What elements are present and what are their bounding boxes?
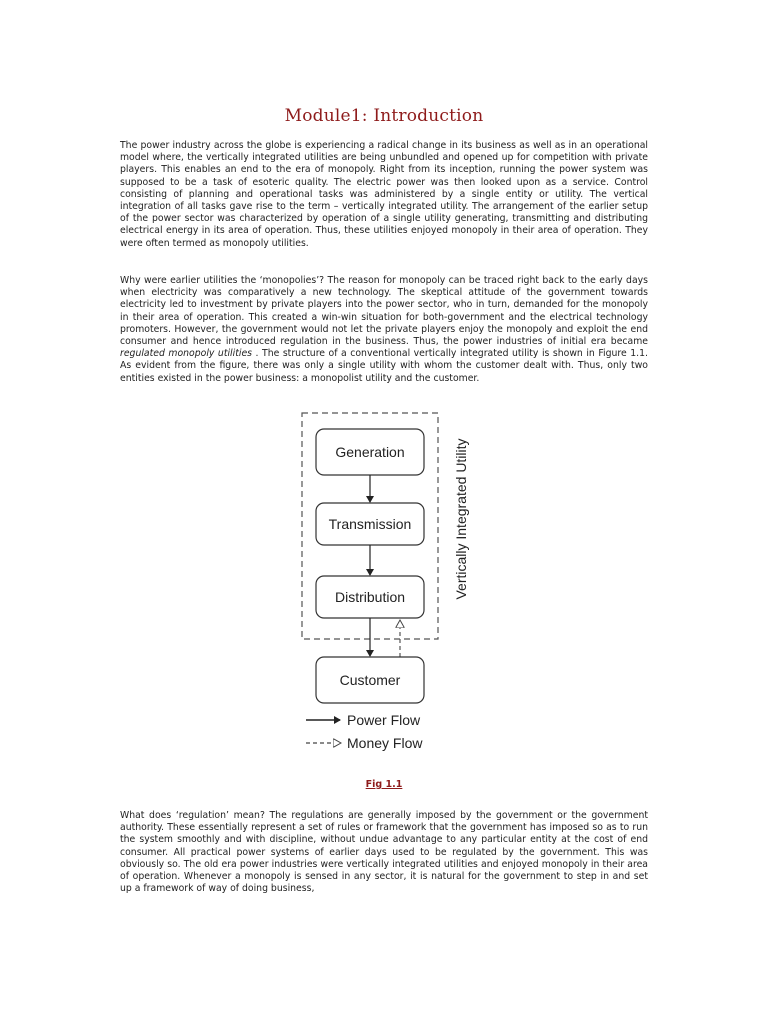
paragraph-monopolies bbox=[120, 275, 648, 385]
emphasis-regulated-monopoly: regulated monopoly utilities bbox=[120, 348, 253, 360]
paragraph-regulation: What does ‘regulation’ mean? The regulations are generally imposed by the government or the government authority. These essentially represent a set of rules or framework that the government has imposed so as to run the system smoothly and with discipline, without undue advantage to any particular entity at the cost of end consumer. All practical power systems of earlier days used to be regulated by the government. This was obviously so. The old era power industries were vertically integrated utilities and enjoyed monopoly in their area of operation. Whenever a monopoly is sensed in any sector, it is natural for the government to step in and set up a framework of way of doing business, bbox=[120, 810, 648, 895]
paragraph-monopolies-text-b: . The structure of a conventional vertically integrated utility is shown in Figure 1.1. As evident from the figure, there was only a single utility with whom the customer dealt with. Thus, only two entities existed in the power business: a monopolist utility and the customer. bbox=[120, 348, 648, 384]
transmission-label: Transmission bbox=[328, 516, 412, 532]
legend-power-flow-label: Power Flow bbox=[347, 712, 421, 728]
page-title: Module1: Introduction bbox=[284, 106, 484, 126]
customer-box bbox=[316, 657, 424, 703]
vertically-integrated-utility-label: Vertically Integrated Utility bbox=[453, 438, 469, 600]
generation-box bbox=[316, 429, 424, 475]
paragraph-intro: The power industry across the globe is experiencing a radical change in its business as well as in an operational model where, the vertically integrated utilities are being unbundled and opened up for competition with private players. This enables an end to the era of monopoly. Right from its inception, running the power system was supposed to be a task of esoteric quality. The electric power was then looked upon as a service. Control consisting of planning and operational tasks was administered by a single entity or utility. The vertical integration of all tasks gave rise to the term – vertically integrated utility. The arrangement of the earlier setup of the power sector was characterized by operation of a single utility generating, transmitting and distributing electrical energy in its area of operation. Thus, these utilities enjoyed monopoly in their area of operation. They were often termed as monopoly utilities. bbox=[120, 140, 648, 249]
generation-label: Generation bbox=[335, 444, 405, 460]
legend-money-flow-label: Money Flow bbox=[347, 735, 423, 751]
figure-caption: Fig 1.1 bbox=[365, 779, 403, 790]
distribution-label: Distribution bbox=[334, 589, 406, 605]
transmission-box bbox=[316, 503, 424, 545]
paragraph-monopolies-text-a: Why were earlier utilities the ‘monopolies’? The reason for monopoly can be traced right back to the early days when electricity was comparatively a new technology. The skeptical attitude of the government towards electricity led to investment by private players into the power sector, who in turn, demanded for the monopoly in their area of operation. This created a win-win situation for both-government and the electrical technology promoters. However, the government would not let the private players enjoy the monopoly and exploit the end consumer and hence introduced regulation in the business. Thus, the power industries of initial era became bbox=[120, 275, 648, 348]
distribution-box bbox=[316, 576, 424, 618]
figure-vertically-integrated-utility bbox=[296, 412, 496, 757]
customer-label: Customer bbox=[339, 672, 401, 688]
